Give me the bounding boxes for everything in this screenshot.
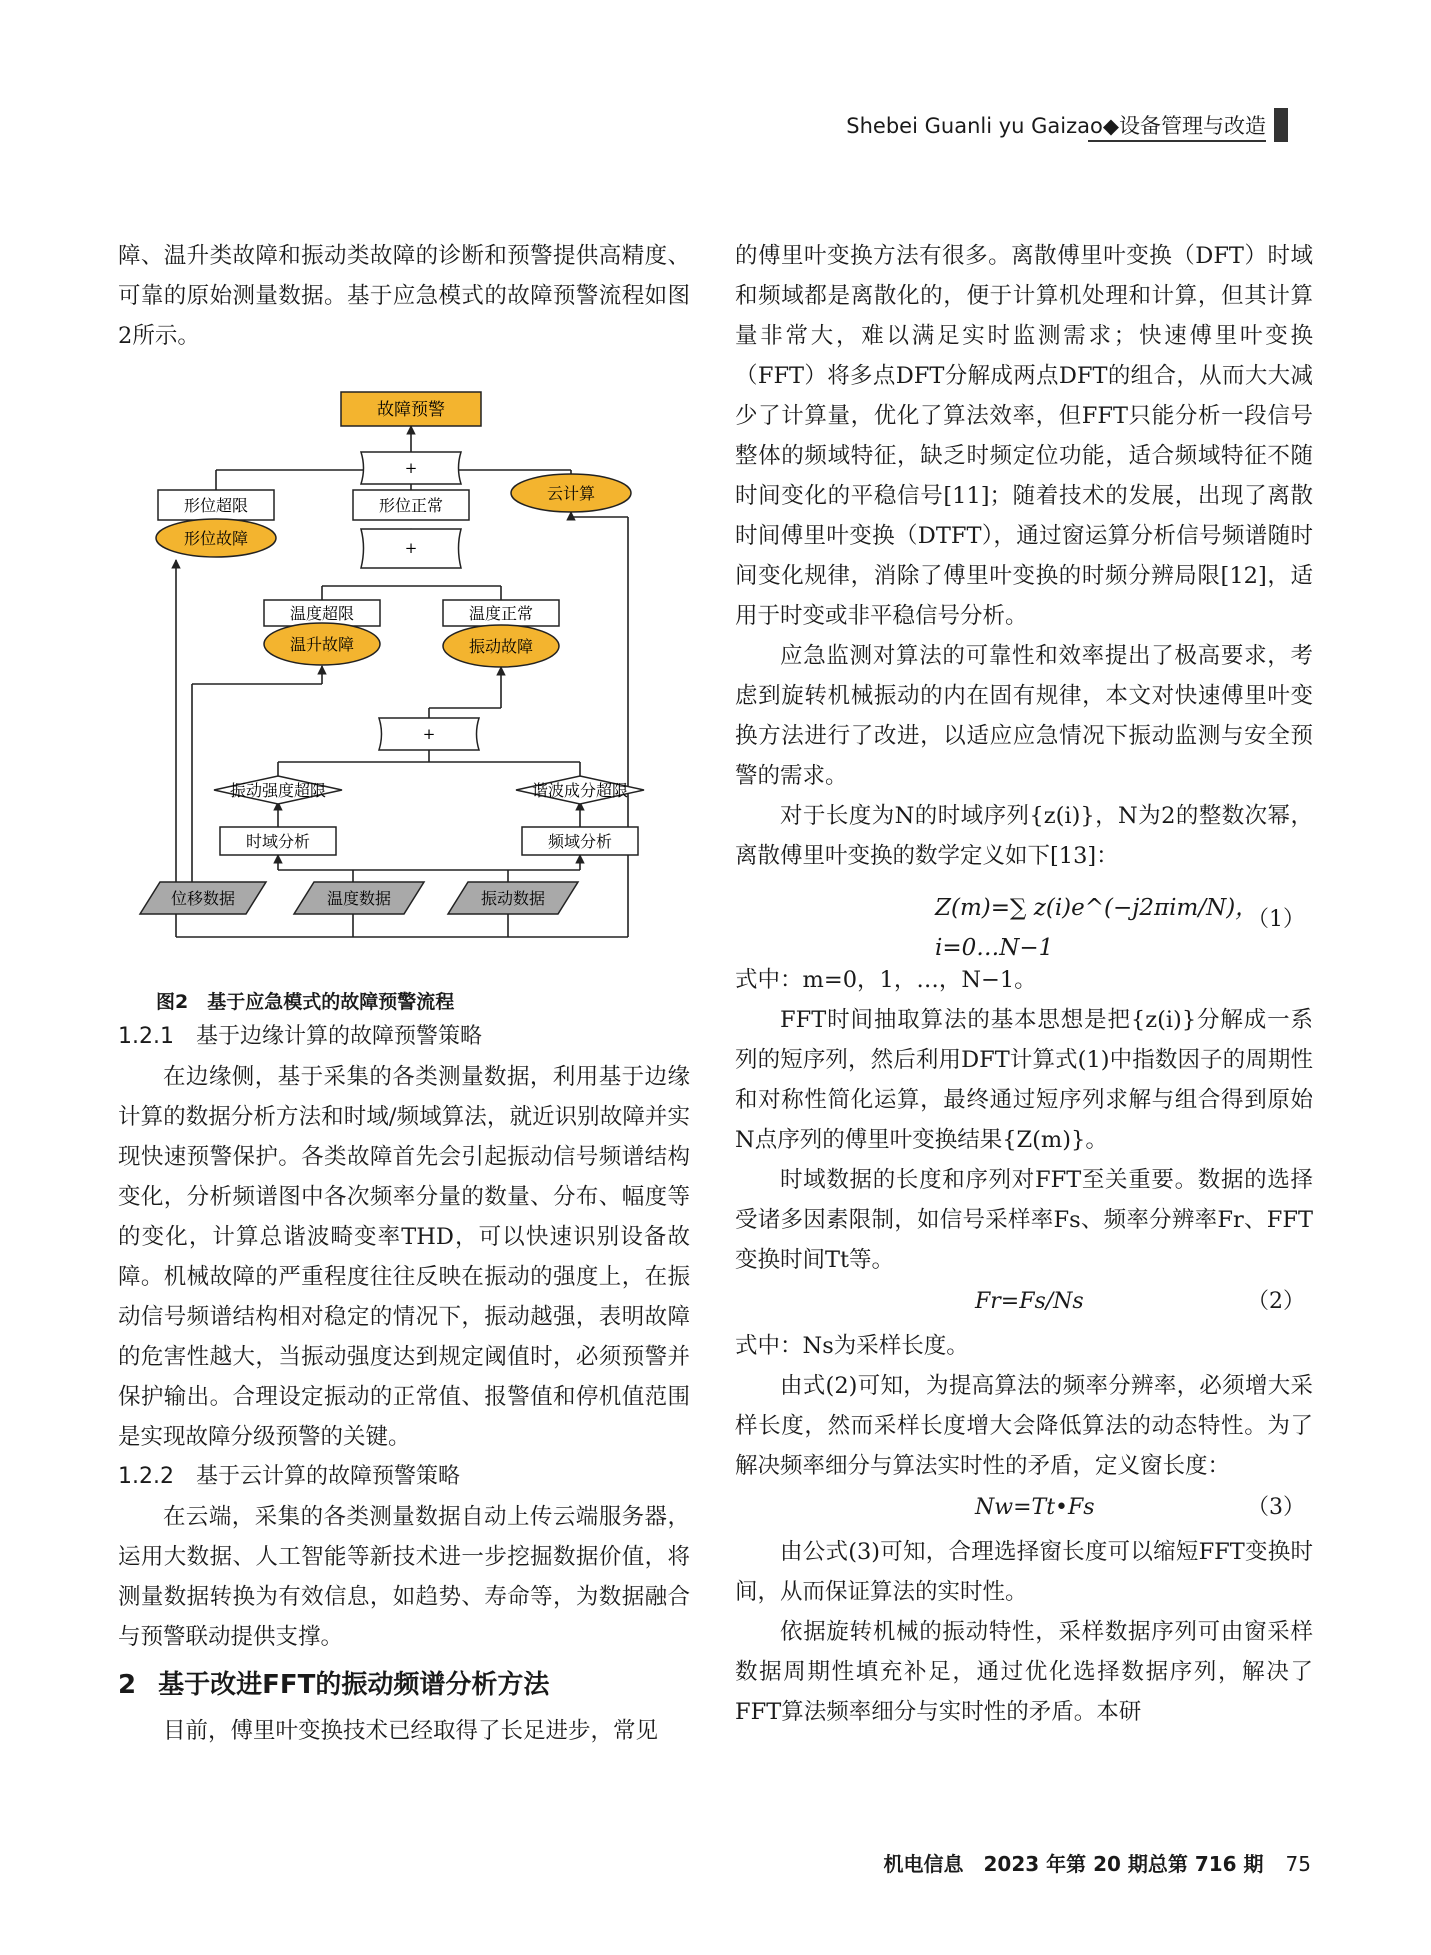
page-footer: [883, 1848, 1311, 1877]
node-time-domain-label: 时域分析: [245, 832, 311, 851]
equation-2-formula: Fr=Fs/Ns: [975, 1289, 1084, 1314]
node-shape-fault-label: 形位故障: [183, 529, 249, 548]
node-temp-rise-fault-label: 温升故障: [289, 635, 355, 654]
equation-3: [735, 1486, 1313, 1532]
right-paragraph-6: 时域数据的长度和序列对FFT至关重要。数据的选择受诸多因素限制，如信号采样率Fs、频率分辨率Fr、FFT变换时间Tt等。: [735, 1167, 1313, 1273]
intro-paragraph: 障、温升类故障和振动类故障的诊断和预警提供高精度、可靠的原始测量数据。基于应急模式的故障预警流程如图2所示。: [118, 243, 690, 349]
right-paragraph-5: FFT时间抽取算法的基本思想是把{z(i)}分解成一系列的短序列，然后利用DFT计算式(1)中指数因子的周期性和对称性简化运算，最终通过短序列求解与组合得到原始N点序列的傅里叶变换结果{Z(m)}。: [735, 1007, 1313, 1153]
node-fault-alarm-label: 故障预警: [377, 400, 445, 420]
node-temp-normal-label: 温度正常: [468, 604, 534, 623]
equation-3-number: （3）: [1247, 1495, 1305, 1520]
data-displacement-label: 位移数据: [170, 889, 236, 908]
or-gate-3-label: +: [422, 725, 436, 743]
node-shape-normal-label: 形位正常: [378, 496, 444, 515]
running-header: [848, 108, 1288, 142]
or-gate-1-label: +: [404, 459, 418, 477]
right-column: [735, 236, 1313, 1732]
right-paragraph-4: 式中：m=0，1，…，N−1。: [735, 967, 1037, 993]
section-2-body: 目前，傅里叶变换技术已经取得了长足进步，常见: [163, 1718, 659, 1744]
or-gate-2-label: +: [404, 539, 418, 557]
node-shape-overlimit-label: 形位超限: [183, 496, 249, 515]
equation-1: [735, 876, 1313, 960]
right-paragraph-8: 由式(2)可知，为提高算法的频率分辨率，必须增大采样长度，然而采样长度增大会降低算法的动态特性。为了解决频率细分与算法实时性的矛盾，定义窗长度：: [735, 1373, 1313, 1479]
right-paragraph-1: 的傅里叶变换方法有很多。离散傅里叶变换（DFT）时域和频域都是离散化的，便于计算机处理和计算，但其计算量非常大，难以满足实时监测需求；快速傅里叶变换（FFT）将多点DFT分解成两点DFT的组合，从而大大减少了计算量，优化了算法效率，但FFT只能分析一段信号整体的频域特征，缺乏时频定位功能，适合频域特征不随时间变化的平稳信号[11]；随着技术的发展，出现了离散时间傅里叶变换（DTFT），通过窗运算分析信号频谱随时间变化规律，消除了傅里叶变换的时频分辨局限[12]，适用于时变或非平稳信号分析。: [735, 243, 1313, 629]
right-paragraph-3: 对于长度为N的时域序列{z(i)}，N为2的整数次幂，离散傅里叶变换的数学定义如下[13]：: [735, 803, 1313, 869]
node-vibration-fault-label: 振动故障: [468, 637, 534, 656]
figure-2-flowchart: [118, 362, 690, 987]
node-temp-overlimit-label: 温度超限: [289, 604, 355, 623]
data-temperature-label: 温度数据: [326, 889, 392, 908]
equation-2: [735, 1280, 1313, 1326]
decision-harmonic-content-label: 谐波成分超限: [531, 781, 629, 800]
equation-3-formula: Nw=Tt•Fs: [975, 1495, 1095, 1520]
section-1-2-2-body: 在云端，采集的各类测量数据自动上传云端服务器，运用大数据、人工智能等新技术进一步挖掘数据价值，将测量数据转换为有效信息，如趋势、寿命等，为数据融合与预警联动提供支撑。: [118, 1504, 690, 1650]
node-cloud-computing-label: 云计算: [546, 484, 596, 503]
equation-2-number: （2）: [1247, 1289, 1305, 1314]
right-paragraph-10: 依据旋转机械的振动特性，采样数据序列可由窗采样数据周期性填充补足，通过优化选择数据序列，解决了FFT算法频率细分与实时性的矛盾。本研: [735, 1619, 1313, 1725]
right-paragraph-9: 由公式(3)可知，合理选择窗长度可以缩短FFT变换时间，从而保证算法的实时性。: [735, 1539, 1313, 1605]
data-vibration-label: 振动数据: [480, 889, 546, 908]
section-1-2-1-title: 1.2.1 基于边缘计算的故障预警策略: [118, 1024, 482, 1049]
header-bar: [1274, 108, 1288, 142]
header-rule: [1088, 140, 1266, 142]
node-freq-domain-label: 频域分析: [547, 832, 613, 851]
page-number: 75: [1285, 1852, 1311, 1876]
equation-1-formula: Z(m)=∑ z(i)e^(−j2πim/N)，i=0…N−1: [935, 895, 1259, 961]
section-2-heading: [118, 1665, 690, 1705]
journal-header-text: Shebei Guanli yu Gaizao◆设备管理与改造: [846, 114, 1266, 138]
right-paragraph-7: 式中：Ns为采样长度。: [735, 1333, 969, 1359]
section-2-number: 2: [118, 1670, 137, 1700]
flowchart-svg: [118, 362, 690, 987]
footer-journal-issue: 机电信息 2023 年第 20 期总第 716 期: [883, 1852, 1264, 1876]
section-2-title: 基于改进FFT的振动频谱分析方法: [158, 1670, 550, 1700]
section-1-2-2-title: 1.2.2 基于云计算的故障预警策略: [118, 1464, 460, 1489]
section-1-2-1-body: 在边缘侧，基于采集的各类测量数据，利用基于边缘计算的数据分析方法和时域/频域算法，就近识别故障并实现快速预警保护。各类故障首先会引起振动信号频谱结构变化，分析频谱图中各次频率分量的数量、分布、幅度等的变化，计算总谐波畸变率THD，可以快速识别设备故障。机械故障的严重程度往往反映在振动的强度上，在振动信号频谱结构相对稳定的情况下，振动越强，表明故障的危害性越大，当振动强度达到规定阈值时，必须预警并保护输出。合理设定振动的正常值、报警值和停机值范围是实现故障分级预警的关键。: [118, 1064, 690, 1450]
left-column: [118, 236, 690, 1751]
equation-1-number: （1）: [1247, 907, 1305, 932]
right-paragraph-2: 应急监测对算法的可靠性和效率提出了极高要求，考虑到旋转机械振动的内在固有规律，本文对快速傅里叶变换方法进行了改进，以适应应急情况下振动监测与安全预警的需求。: [735, 643, 1313, 789]
decision-vibration-intensity-label: 振动强度超限: [229, 781, 327, 800]
figure-caption: 图2 基于应急模式的故障预警流程: [156, 991, 455, 1013]
